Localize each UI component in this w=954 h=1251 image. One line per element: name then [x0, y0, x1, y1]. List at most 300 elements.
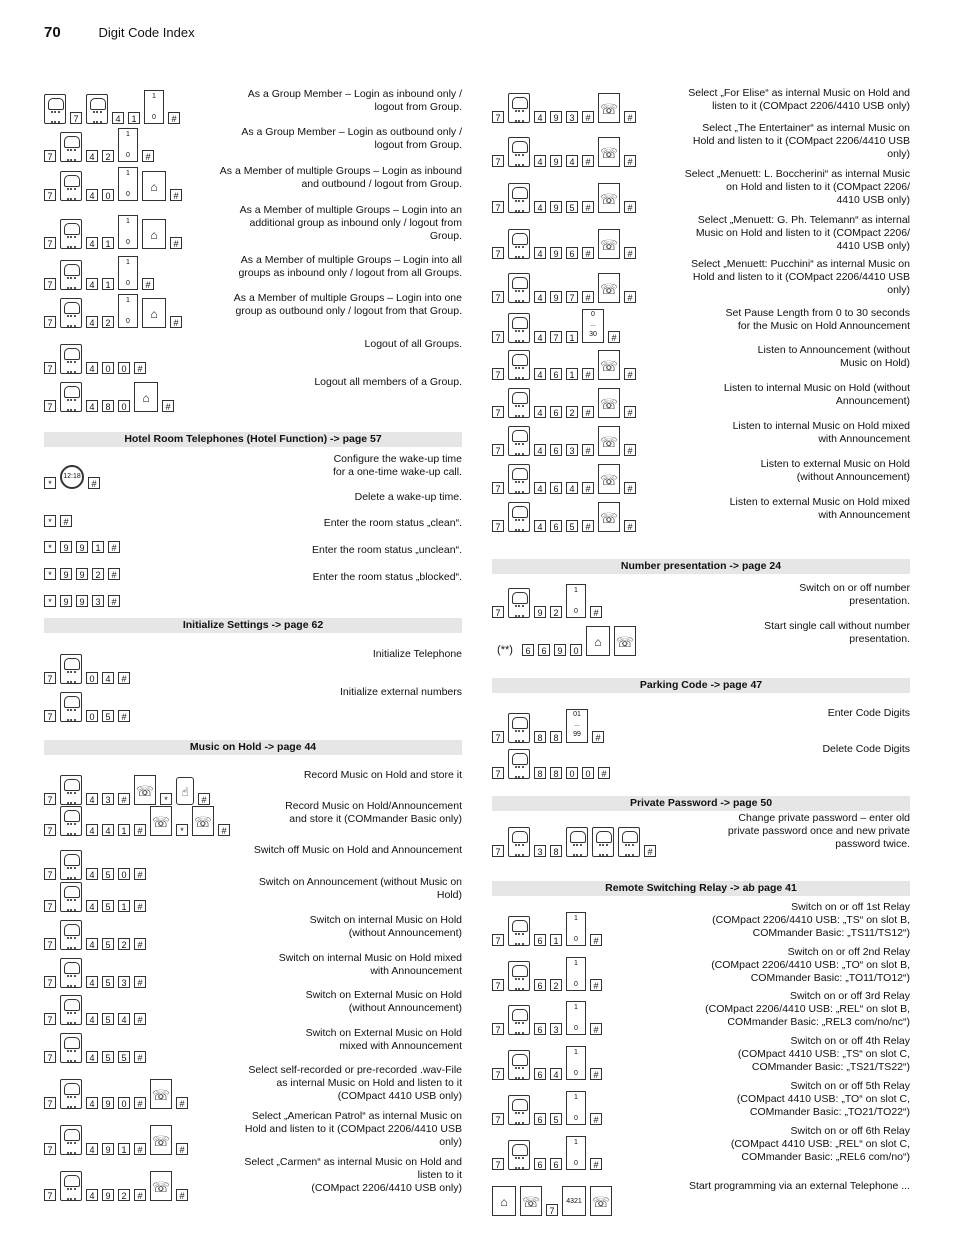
switch-label-top: 1 [574, 915, 578, 922]
key: # [582, 291, 594, 303]
key: 3 [566, 111, 578, 123]
handset-ringing-icon: ☏ [598, 502, 620, 532]
entry-row [492, 496, 910, 532]
key: # [592, 731, 604, 743]
key: 5 [102, 868, 114, 880]
key: 4 [534, 291, 546, 303]
description-line: Switch off Music on Hold and Announcement [253, 844, 462, 856]
entry-row [492, 1125, 910, 1170]
key: 8 [550, 767, 562, 779]
entry-description [822, 743, 910, 756]
handset-ringing-icon: ☏ [520, 1186, 542, 1216]
description-line: Switch on internal Music on Hold mixed [278, 952, 462, 964]
code-sequence [492, 1091, 602, 1125]
description-line: Switch on or off 4th Relay [790, 1035, 910, 1047]
entry-description [373, 648, 462, 661]
key: # [142, 150, 154, 162]
key: 5 [102, 938, 114, 950]
code-sequence [492, 749, 610, 779]
switch-label-bottom: 0 [574, 608, 578, 615]
key: # [590, 934, 602, 946]
description-line: As a Member of multiple Groups – Login into one [233, 292, 462, 304]
key: # [582, 482, 594, 494]
entry-row [492, 168, 910, 213]
handset-ringing-icon: ☏ [598, 229, 620, 259]
key: 6 [550, 520, 562, 532]
key: 3 [92, 595, 104, 607]
handset-keypad-icon [508, 502, 530, 532]
key: 4 [102, 672, 114, 684]
entry-row [44, 1027, 462, 1063]
description-line: mixed with Announcement [339, 1040, 462, 1052]
description-line: Music on Hold and listen to it (COMpact 2206/ [695, 227, 910, 239]
handset-ringing-icon: ☏ [192, 806, 214, 836]
key: * [176, 824, 188, 836]
description-line: Listen to Announcement (without [757, 344, 910, 356]
entry-row [44, 165, 462, 201]
code-sequence [44, 1033, 146, 1063]
handset-keypad-icon [508, 93, 530, 123]
handset-keypad-icon [60, 1033, 82, 1063]
range-selector [566, 709, 588, 743]
handset-keypad-icon [60, 298, 82, 328]
key: 3 [566, 444, 578, 456]
description-line: (without Announcement) [348, 927, 462, 939]
key: 6 [534, 1068, 546, 1080]
key: # [134, 976, 146, 988]
entry-description [828, 707, 910, 720]
switch-label-bottom: 0 [574, 1025, 578, 1032]
key: 5 [118, 1051, 130, 1063]
key: 8 [550, 845, 562, 857]
description-line: presentation. [849, 595, 910, 607]
key: 4 [118, 1013, 130, 1025]
key: 6 [534, 1023, 546, 1035]
handset-keypad-icon [508, 426, 530, 456]
key: 7 [492, 201, 504, 213]
key: # [644, 845, 656, 857]
description-line: on Hold and listen to it (COMpact 2206/ [726, 181, 910, 193]
code-sequence [44, 920, 146, 950]
handset-keypad-icon [618, 827, 640, 857]
handset-keypad-icon [592, 827, 614, 857]
key: 7 [492, 1158, 504, 1170]
key: # [134, 824, 146, 836]
key: 4 [86, 150, 98, 162]
key: 5 [566, 201, 578, 213]
entry-row [44, 453, 462, 489]
key: 5 [102, 1013, 114, 1025]
handset-keypad-icon [508, 350, 530, 380]
entry-description [365, 338, 462, 351]
key: 4 [86, 400, 98, 412]
key: # [118, 793, 130, 805]
key: 9 [60, 568, 72, 580]
key: 7 [44, 1143, 56, 1155]
switch-label-top: 1 [126, 297, 130, 304]
handset-ringing-icon: ☏ [150, 1125, 172, 1155]
code-sequence [492, 1001, 602, 1035]
description-line: 4410 USB only) [836, 240, 910, 252]
switch-label-bottom: 0 [126, 239, 130, 246]
key: * [44, 515, 56, 527]
key: 2 [566, 406, 578, 418]
key: # [134, 938, 146, 950]
code-sequence [44, 256, 154, 290]
hand-icon: ☝ [176, 777, 194, 805]
key: 7 [44, 1189, 56, 1201]
description-line: Start single call without number [764, 620, 910, 632]
key: 1 [118, 900, 130, 912]
entry-description [711, 946, 910, 985]
key: 0 [118, 362, 130, 374]
entry-row [492, 458, 910, 494]
entry-description [726, 307, 910, 333]
key: 9 [550, 155, 562, 167]
description-line: As a Member of multiple Groups – Login into all [240, 254, 462, 266]
description-line: As a Group Member – Login as outbound only / [241, 126, 462, 138]
switch-label-bottom: 0 [574, 1160, 578, 1167]
toggle-switch-icon [566, 1091, 586, 1125]
key: 4 [566, 482, 578, 494]
code-sequence [492, 93, 636, 123]
code-sequence [492, 309, 620, 343]
key: 1 [566, 368, 578, 380]
key: # [582, 155, 594, 167]
description-line: logout from Group. [374, 101, 462, 113]
toggle-switch-icon [566, 912, 586, 946]
entry-description [758, 344, 910, 370]
key: 4 [102, 824, 114, 836]
description-line: group as outbound only / logout from that Group. [235, 305, 462, 317]
key: 4 [534, 444, 546, 456]
key: # [218, 824, 230, 836]
description-line: COMmander Basic: „TO21/TO22“) [749, 1106, 910, 1118]
key: 7 [492, 1068, 504, 1080]
toggle-switch-icon [118, 294, 138, 328]
handset-keypad-icon [508, 588, 530, 618]
key: 0 [582, 767, 594, 779]
key: # [624, 247, 636, 259]
description-line: (COMpact 2206/4410 USB: „TS“ on slot B, [712, 914, 910, 926]
key: 2 [118, 938, 130, 950]
code-sequence [492, 426, 636, 456]
handset-keypad-icon [60, 692, 82, 722]
key: 8 [534, 731, 546, 743]
switch-label-top: 1 [574, 1139, 578, 1146]
description-line: Listen to internal Music on Hold (without [723, 382, 910, 394]
description-line: only) [439, 1136, 462, 1148]
handset-ringing-icon: ☏ [150, 1079, 172, 1109]
key: # [624, 111, 636, 123]
handset-ringing-icon: ☏ [590, 1186, 612, 1216]
key: # [134, 900, 146, 912]
description-line: (COMpact 2206/4410 USB only) [311, 1182, 462, 1194]
key: 9 [550, 111, 562, 123]
code-sequence [492, 584, 602, 618]
section-header: Remote Switching Relay -> ab page 41 [492, 881, 910, 896]
handset-keypad-icon [60, 1125, 82, 1155]
key: 4 [86, 237, 98, 249]
toggle-switch-icon [566, 1001, 586, 1035]
switch-label-bottom: 0 [574, 936, 578, 943]
handset-keypad-icon [60, 806, 82, 836]
key: 7 [492, 1113, 504, 1125]
key: 4 [534, 247, 546, 259]
description-line: As a Member of multiple Groups – Login as inbound [219, 165, 462, 177]
key: # [118, 710, 130, 722]
key: 0 [570, 644, 582, 656]
description-line: Group. [429, 230, 462, 242]
description-line: and outbound / logout from Group. [301, 178, 462, 190]
entry-row [44, 1064, 462, 1109]
handset-ringing-icon: ☏ [150, 806, 172, 836]
switch-label-bottom: 0 [126, 280, 130, 287]
switch-label-top: 1 [126, 131, 130, 138]
key: * [44, 568, 56, 580]
key: 6 [538, 644, 550, 656]
entry-row [492, 87, 910, 123]
description-line: Hold and listen to it (COMpact 2206/4410 USB [692, 271, 910, 283]
key: 4 [86, 189, 98, 201]
key: 4 [112, 112, 124, 124]
handset-keypad-icon [508, 229, 530, 259]
handset-keypad-icon [566, 827, 588, 857]
entry-row [44, 571, 462, 607]
handset-keypad-icon [508, 1005, 530, 1035]
entry-row [44, 800, 462, 836]
key: 9 [76, 595, 88, 607]
handset-keypad-icon [508, 183, 530, 213]
key: 7 [44, 710, 56, 722]
entry-description [324, 517, 462, 530]
key: 2 [550, 979, 562, 991]
key: 9 [102, 1189, 114, 1201]
description-line: Switch on Announcement (without Music on [258, 876, 462, 888]
description-line: Select „Menuett: G. Ph. Telemann“ as internal [697, 214, 910, 226]
key: # [590, 1023, 602, 1035]
key: # [142, 278, 154, 290]
page-title: Digit Code Index [98, 25, 195, 40]
key: # [134, 1143, 146, 1155]
key: 4 [534, 331, 546, 343]
switch-label-top: 1 [574, 1004, 578, 1011]
entry-description [731, 1125, 910, 1164]
range-label: ... [574, 721, 580, 728]
code-sequence [44, 344, 146, 374]
key: 7 [70, 112, 82, 124]
key: # [60, 515, 72, 527]
description-line: with Announcement [370, 965, 462, 977]
switch-label-top: 1 [126, 170, 130, 177]
key: * [44, 595, 56, 607]
description-line: Logout of all Groups. [364, 338, 462, 350]
key: 9 [554, 644, 566, 656]
handset-keypad-icon [508, 916, 530, 946]
key: 7 [44, 150, 56, 162]
range-label: 30 [589, 331, 597, 338]
key: 7 [492, 606, 504, 618]
entry-description [279, 952, 462, 978]
key: 8 [550, 731, 562, 743]
entry-description [712, 901, 910, 940]
description-line: (without Announcement) [348, 1002, 462, 1014]
handset-ringing-icon: ☏ [598, 426, 620, 456]
entry-row [44, 292, 462, 328]
toggle-switch-icon [566, 584, 586, 618]
entry-description [248, 88, 462, 114]
key: 4 [534, 406, 546, 418]
key: 1 [92, 541, 104, 553]
key: 0 [566, 767, 578, 779]
key: 8 [102, 400, 114, 412]
key: # [108, 568, 120, 580]
key: # [582, 444, 594, 456]
description-line: Music on Hold) [839, 357, 910, 369]
handset-ringing-icon: ☏ [598, 137, 620, 167]
key: 7 [492, 247, 504, 259]
key: 8 [534, 767, 546, 779]
description-line: 4410 USB only) [836, 194, 910, 206]
key: 4 [534, 368, 546, 380]
entry-description [728, 812, 910, 851]
key: 6 [534, 934, 546, 946]
key: 5 [102, 976, 114, 988]
description-line: Select „For Elise“ as internal Music on Hold and [688, 87, 910, 99]
handset-keypad-icon [508, 749, 530, 779]
entry-row [44, 88, 462, 124]
key: 7 [492, 731, 504, 743]
handset-keypad-icon [508, 313, 530, 343]
key: # [608, 331, 620, 343]
entry-row [492, 901, 910, 946]
code-sequence [492, 350, 636, 380]
key: 2 [550, 606, 562, 618]
key: 1 [118, 1143, 130, 1155]
key: # [88, 477, 100, 489]
key: 7 [492, 934, 504, 946]
key: 4 [86, 1013, 98, 1025]
description-line: Hold and listen to it (COMpact 2206/4410 USB [692, 135, 910, 147]
code-sequence [44, 382, 174, 412]
entry-description [738, 1035, 910, 1074]
description-line: Hold and listen to it (COMpact 2206/4410 USB [244, 1123, 462, 1135]
key: 7 [44, 189, 56, 201]
key: 7 [44, 672, 56, 684]
key: 7 [546, 1204, 558, 1216]
code-sequence [492, 388, 636, 418]
entry-description [310, 914, 462, 940]
code-sequence [44, 958, 146, 988]
key: # [170, 189, 182, 201]
key: * [44, 541, 56, 553]
code-sequence [44, 995, 146, 1025]
page-number: 70 [44, 24, 61, 41]
key: 2 [92, 568, 104, 580]
description-line: listen to it (COMpact 2206/4410 USB only) [712, 100, 910, 112]
key: 4 [86, 1143, 98, 1155]
code-sequence [492, 626, 636, 656]
code-sequence [44, 1079, 188, 1109]
key: 3 [102, 793, 114, 805]
entry-row [492, 707, 910, 743]
entry-row [492, 122, 910, 167]
key: 7 [550, 331, 562, 343]
key: 4 [566, 155, 578, 167]
entry-row [44, 876, 462, 912]
key: 7 [492, 520, 504, 532]
key: # [590, 606, 602, 618]
entry-row [492, 382, 910, 418]
key: 4 [534, 155, 546, 167]
description-line: Switch on or off number [799, 582, 910, 594]
house-phone-icon: ⌂ [492, 1186, 516, 1216]
description-line: Enter the room status „blocked“. [312, 571, 462, 583]
key: # [170, 237, 182, 249]
description-line: Logout all members of a Group. [314, 376, 462, 388]
entry-row [44, 952, 462, 988]
toggle-switch-icon [144, 90, 164, 124]
description-line: Select „American Patrol“ as internal Music on [251, 1110, 462, 1122]
range-label: 0 [591, 311, 595, 318]
code-sequence [44, 882, 146, 912]
key: 7 [44, 976, 56, 988]
toggle-switch-icon [118, 128, 138, 162]
entry-row [492, 420, 910, 456]
description-line: Switch on internal Music on Hold [309, 914, 462, 926]
description-line: logout from Group. [374, 139, 462, 151]
toggle-switch-icon [118, 256, 138, 290]
handset-ringing-icon: ☏ [598, 273, 620, 303]
description-line: Select self-recorded or pre-recorded .wav-File [248, 1064, 462, 1076]
description-line: Switch on External Music on Hold [305, 989, 462, 1001]
key: # [108, 541, 120, 553]
key: 7 [492, 979, 504, 991]
entry-description [313, 571, 462, 584]
left-column [44, 0, 462, 1251]
switch-label-top: 1 [126, 218, 130, 225]
description-line: Record Music on Hold and store it [303, 769, 462, 781]
key: 0 [118, 1097, 130, 1109]
key: # [624, 155, 636, 167]
key: 7 [492, 406, 504, 418]
key: # [582, 247, 594, 259]
handset-keypad-icon [508, 388, 530, 418]
handset-keypad-icon [60, 344, 82, 374]
entry-description [724, 382, 910, 408]
handset-keypad-icon [508, 827, 530, 857]
code-sequence [44, 1125, 188, 1155]
handset-keypad-icon [60, 1079, 82, 1109]
key: 2 [102, 316, 114, 328]
key: 4 [550, 1068, 562, 1080]
switch-label-top: 1 [152, 93, 156, 100]
section-header: Initialize Settings -> page 62 [44, 618, 462, 633]
description-line: Switch on or off 1st Relay [791, 901, 910, 913]
description-line: password twice. [835, 838, 910, 850]
key: 7 [44, 362, 56, 374]
code-sequence [492, 229, 636, 259]
entry-row [492, 307, 910, 343]
description-line: (COMpact 4410 USB: „REL“ on slot C, [730, 1138, 910, 1150]
code-sequence [44, 1171, 188, 1201]
entry-description [733, 420, 910, 446]
handset-keypad-icon [86, 94, 108, 124]
key: 9 [76, 541, 88, 553]
description-line: Switch on or off 2nd Relay [787, 946, 910, 958]
key: 7 [44, 938, 56, 950]
entry-description [248, 1064, 462, 1103]
